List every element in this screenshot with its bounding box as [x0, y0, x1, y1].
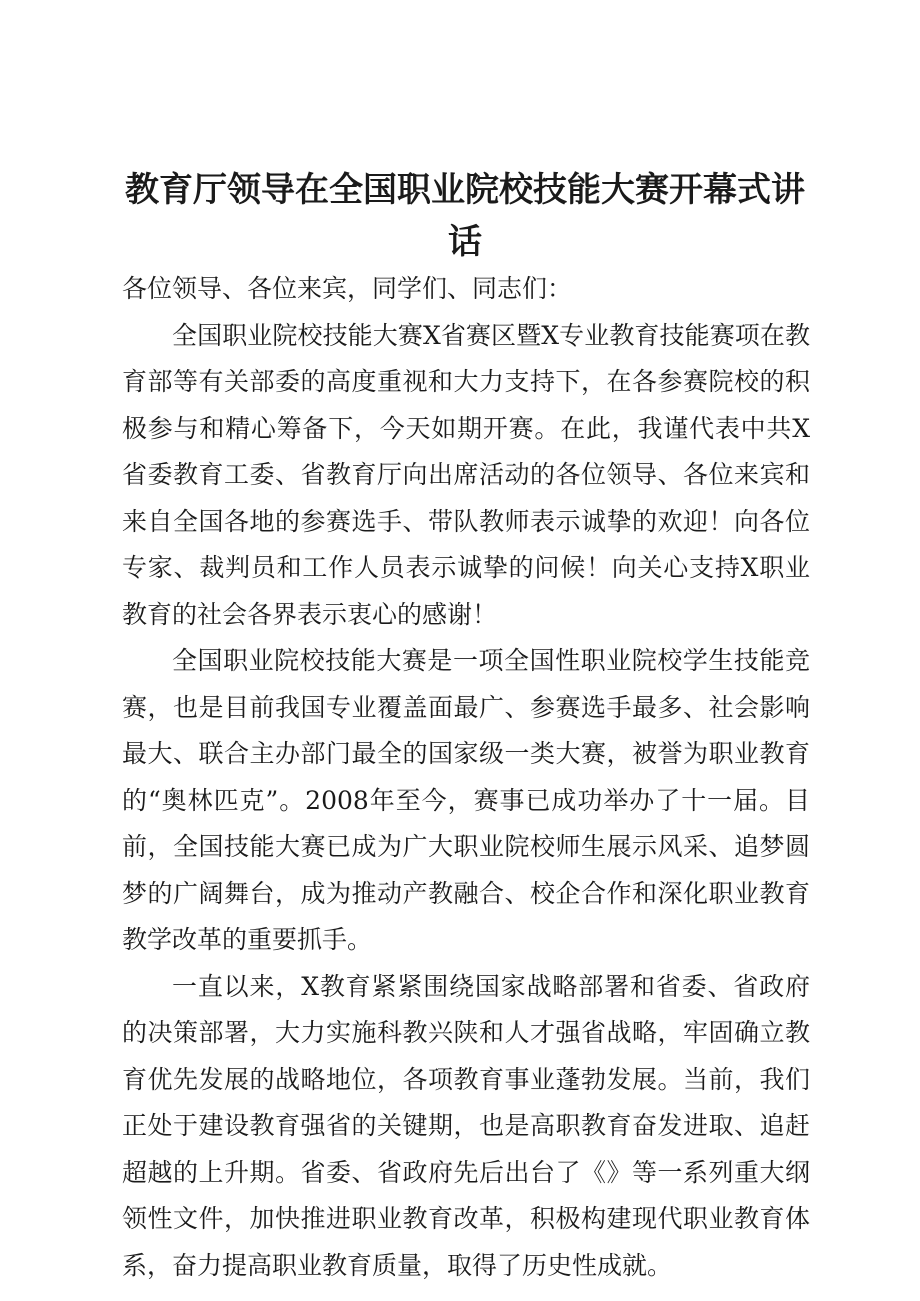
document-body [122, 266, 810, 1289]
paragraph-3: 一直以来，X教育紧紧围绕国家战略部署和省委、省政府的决策部署，大力实施科教兴陕和人才强省战略，牢固确立教育优先发展的战略地位，各项教育事业蓬勃发展。当前，我们正处于建设教育强省的关键期，也是高职教育奋发进取、追赶超越的上升期。省委、省政府先后出台了《》等一系列重大纲领性文件，加快推进职业教育改革，积极构建现代职业教育体系，奋力提高职业教育质量，取得了历史性成就。 [122, 971, 810, 1280]
paragraph-1: 全国职业院校技能大赛X省赛区暨X专业教育技能赛项在教育部等有关部委的高度重视和大力支持下，在各参赛院校的积极参与和精心筹备下，今天如期开赛。在此，我谨代表中共X省委教育工委、省教育厅向出席活动的各位领导、各位来宾和来自全国各地的参赛选手、带队教师表示诚挚的欢迎！向各位专家、裁判员和工作人员表示诚挚的问候！向关心支持X职业教育的社会各界表示衷心的感谢！ [122, 320, 810, 629]
document-title: 教育厅领导在全国职业院校技能大赛开幕式讲话 [125, 170, 805, 262]
paragraph-2: 全国职业院校技能大赛是一项全国性职业院校学生技能竞赛，也是目前我国专业覆盖面最广、参赛选手最多、社会影响最大、联合主办部门最全的国家级一类大赛，被誉为职业教育的“奥林匹克”。2008年至今，赛事已成功举办了十一届。目前，全国技能大赛已成为广大职业院校师生展示风采、追梦圆梦的广阔舞台，成为推动产教融合、校企合作和深化职业教育教学改革的重要抓手。 [122, 646, 810, 954]
salutation: 各位领导、各位来宾，同学们、同志们： [122, 274, 573, 303]
